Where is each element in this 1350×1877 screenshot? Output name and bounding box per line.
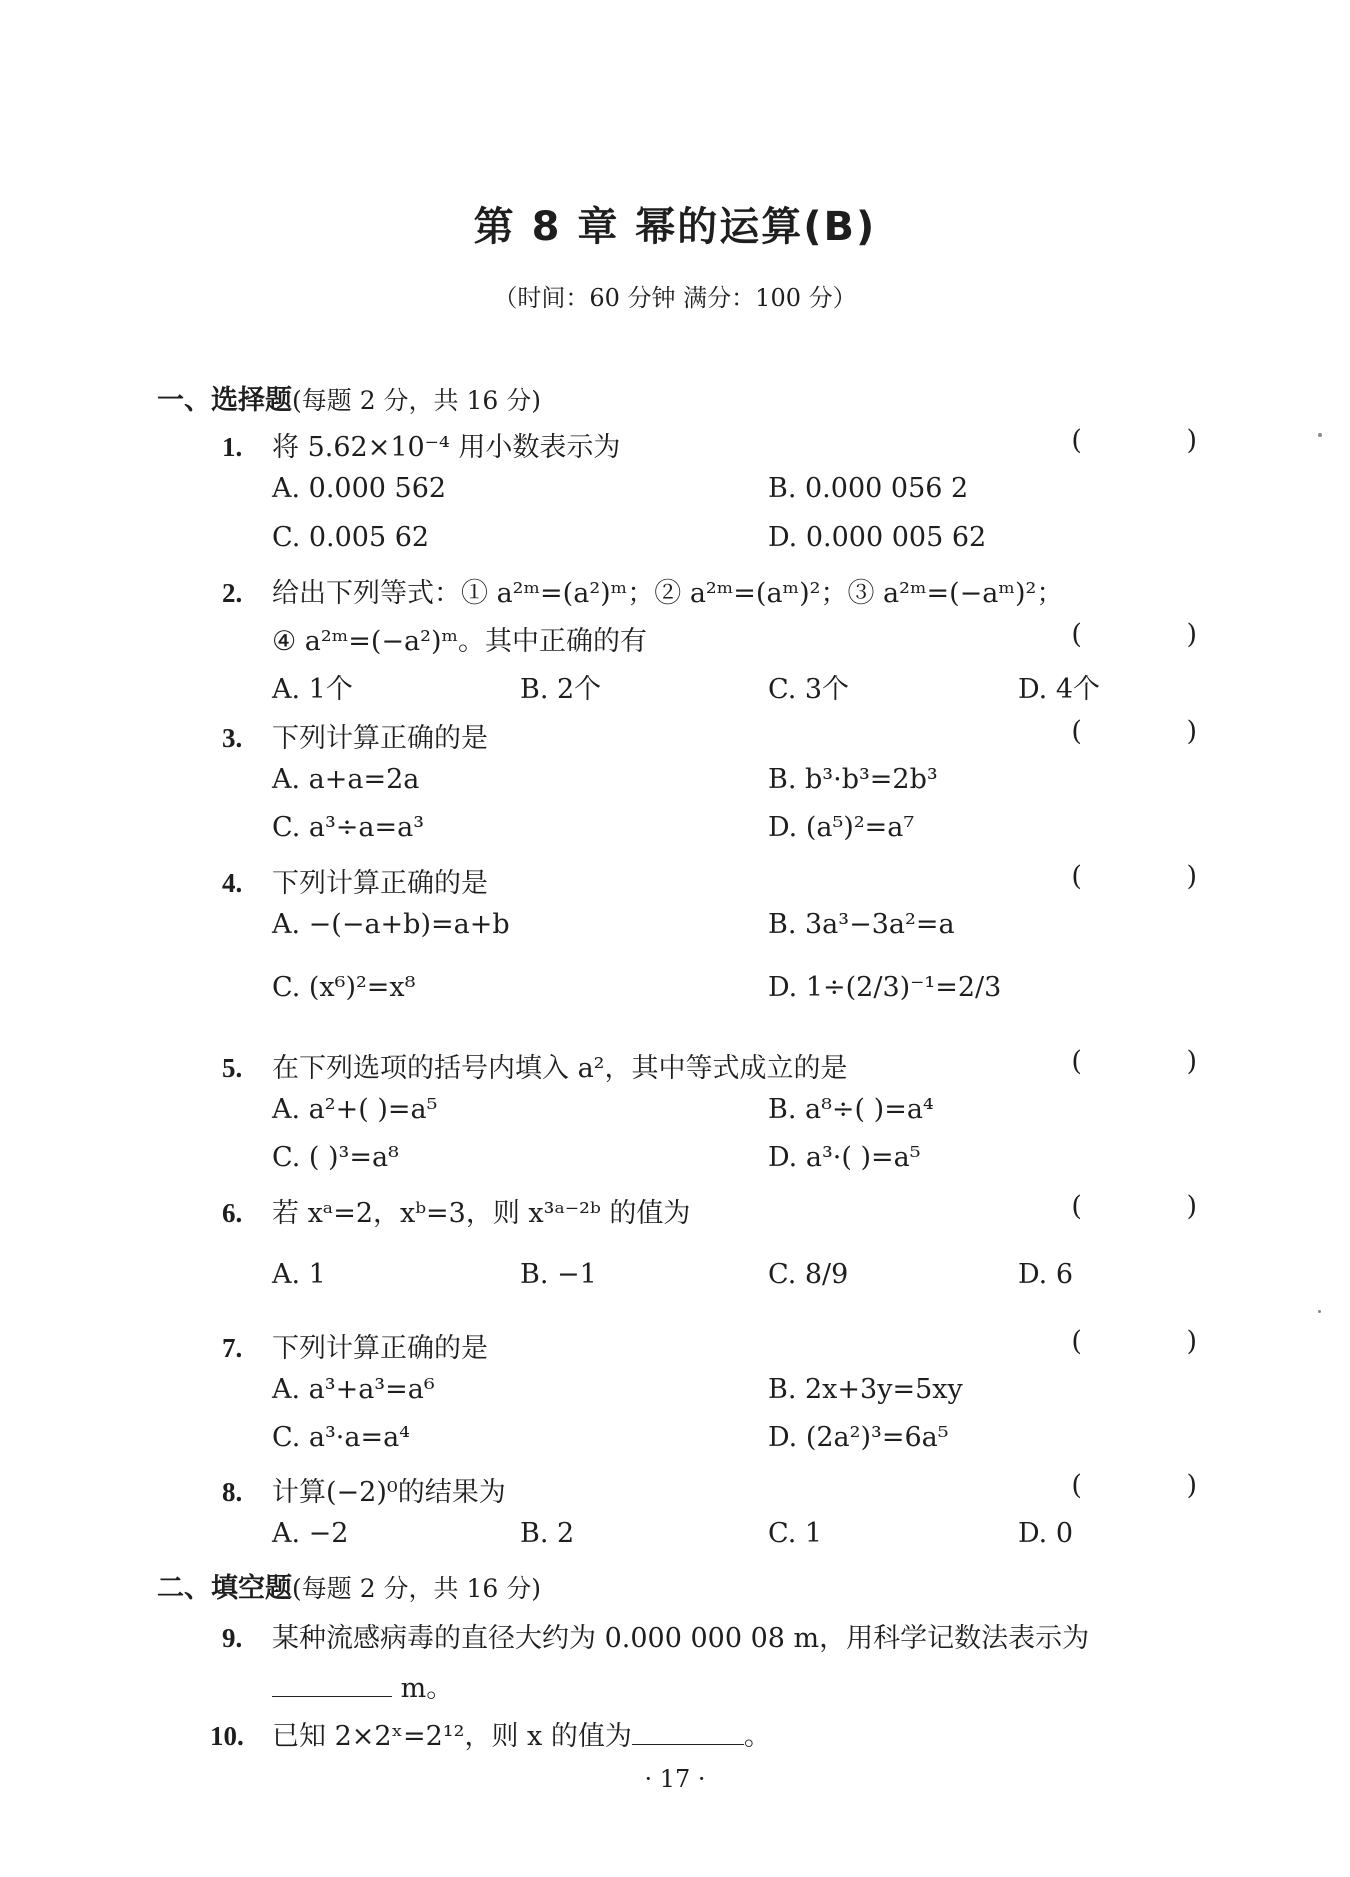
option-b[interactable]: B. b³·b³=2b³ [768,764,938,795]
option-b[interactable]: B. 2 [520,1518,575,1549]
option-a[interactable]: A. −2 [272,1518,349,1549]
answer-paren[interactable]: ( ) [1071,1470,1245,1501]
question-stem-cont: ④ a²ᵐ=(−a²)ᵐ。其中正确的有 [272,626,648,657]
question-6 [222,1191,1245,1230]
option-d[interactable]: D. 4个 [1018,674,1101,705]
section-header-choice [157,378,541,417]
option-a[interactable]: A. −(−a+b)=a+b [272,909,510,940]
question-9-continued [272,1666,453,1705]
question-number: 4. [222,868,243,898]
section-header-fill [157,1566,541,1605]
question-3 [222,716,1245,755]
question-8 [222,1470,1245,1509]
option-a[interactable]: A. a³+a³=a⁶ [272,1374,435,1405]
scan-speck [1318,433,1322,437]
answer-paren[interactable]: ( ) [1071,1191,1245,1222]
section-label: 二、填空题 [157,1573,292,1604]
option-c[interactable]: C. a³·a=a⁴ [272,1422,411,1453]
option-c[interactable]: C. a³÷a=a³ [272,812,425,843]
option-d[interactable]: D. 1÷(2/3)⁻¹=2/3 [768,972,1002,1003]
option-d[interactable]: D. (2a²)³=6a⁵ [768,1422,949,1453]
question-10 [210,1714,1245,1753]
answer-blank[interactable] [632,1722,744,1745]
option-d[interactable]: D. a³·( )=a⁵ [768,1142,921,1173]
option-c[interactable]: C. ( )³=a⁸ [272,1142,399,1173]
question-stem-cont: 。 [743,1721,771,1752]
question-2-continued [272,619,1245,658]
question-4 [222,861,1245,900]
page-title: 第 8 章 幂的运算(B) [473,204,877,250]
question-2 [222,571,1245,610]
question-1 [222,425,1245,464]
question-7 [222,1326,1245,1365]
question-number: 9. [222,1623,243,1653]
option-c[interactable]: C. 0.005 62 [272,522,430,553]
option-a[interactable]: A. 1 [272,1259,326,1290]
option-c[interactable]: C. (x⁶)²=x⁸ [272,972,416,1003]
section-note: (每题 2 分，共 16 分) [292,1574,542,1603]
answer-paren[interactable]: ( ) [1071,425,1245,456]
question-stem: 已知 2×2ˣ=2¹²，则 x 的值为 [272,1721,632,1752]
option-d[interactable]: D. 0.000 005 62 [768,522,987,553]
option-d[interactable]: D. 6 [1018,1259,1074,1290]
question-stem: 某种流感病毒的直径大约为 0.000 000 08 m，用科学记数法表示为 [272,1623,1090,1654]
answer-paren[interactable]: ( ) [1071,619,1245,650]
question-stem: 在下列选项的括号内填入 a²，其中等式成立的是 [272,1053,848,1084]
option-b[interactable]: B. 3a³−3a²=a [768,909,955,940]
option-d[interactable]: D. 0 [1018,1518,1074,1549]
question-stem: 下列计算正确的是 [272,1333,488,1364]
question-number: 6. [222,1198,243,1228]
answer-paren[interactable]: ( ) [1071,861,1245,892]
option-b[interactable]: B. 2个 [520,674,602,705]
question-stem-cont: m。 [400,1673,454,1704]
section-note: (每题 2 分，共 16 分) [292,386,542,415]
option-b[interactable]: B. 0.000 056 2 [768,473,969,504]
question-9 [222,1616,1245,1655]
option-a[interactable]: A. 0.000 562 [272,473,447,504]
page-subtitle: （时间：60 分钟 满分：100 分） [493,284,857,312]
question-stem: 下列计算正确的是 [272,723,488,754]
option-b[interactable]: B. −1 [520,1259,597,1290]
question-5 [222,1046,1245,1085]
question-number: 2. [222,578,243,608]
question-number: 3. [222,723,243,753]
question-stem: 若 xᵃ=2，xᵇ=3，则 x³ᵃ⁻²ᵇ 的值为 [272,1198,691,1229]
option-c[interactable]: C. 8/9 [768,1259,849,1290]
question-number: 10. [210,1721,244,1751]
question-stem: 下列计算正确的是 [272,868,488,899]
page-number: · 17 · [644,1765,706,1793]
section-label: 一、选择题 [157,385,292,416]
option-a[interactable]: A. a²+( )=a⁵ [272,1094,438,1125]
option-b[interactable]: B. 2x+3y=5xy [768,1374,963,1405]
option-c[interactable]: C. 1 [768,1518,823,1549]
option-b[interactable]: B. a⁸÷( )=a⁴ [768,1094,934,1125]
question-stem: 将 5.62×10⁻⁴ 用小数表示为 [272,432,621,463]
question-number: 1. [222,432,243,462]
option-a[interactable]: A. 1个 [272,674,353,705]
question-number: 7. [222,1333,243,1363]
answer-paren[interactable]: ( ) [1071,1046,1245,1077]
scan-speck [1318,1310,1321,1313]
option-c[interactable]: C. 3个 [768,674,850,705]
question-stem: 给出下列等式：① a²ᵐ=(a²)ᵐ；② a²ᵐ=(aᵐ)²；③ a²ᵐ=(−aᵐ)²； [272,578,1064,609]
answer-blank[interactable] [272,1674,392,1697]
answer-paren[interactable]: ( ) [1071,716,1245,747]
question-stem: 计算(−2)⁰的结果为 [272,1477,506,1508]
option-d[interactable]: D. (a⁵)²=a⁷ [768,812,915,843]
answer-paren[interactable]: ( ) [1071,1326,1245,1357]
question-number: 5. [222,1053,243,1083]
option-a[interactable]: A. a+a=2a [272,764,420,795]
question-number: 8. [222,1477,243,1507]
